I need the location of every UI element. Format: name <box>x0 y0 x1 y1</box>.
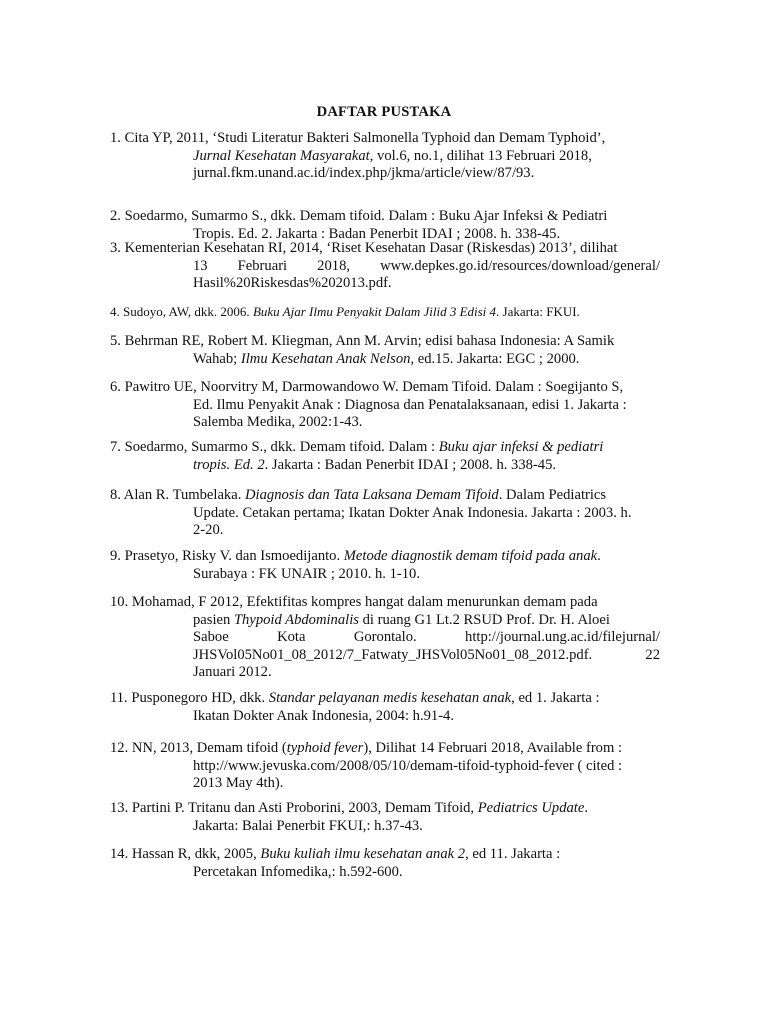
reference-text: 13 Februari 2018, www.depkes.go.id/resources/download/general/ <box>193 257 660 274</box>
reference-text: 12. NN, 2013, Demam tifoid ( <box>110 740 287 756</box>
reference-line <box>110 775 660 793</box>
reference-text: Saboe Kota Gorontalo. http://journal.ung.ac.id/filejurnal/ <box>193 629 660 645</box>
reference-text: 4. Sudoyo, AW, dkk. 2006. <box>110 304 253 319</box>
reference-item <box>110 740 660 793</box>
reference-line <box>110 548 660 566</box>
reference-item <box>110 208 660 243</box>
reference-text: Januari 2012. <box>193 664 272 680</box>
reference-text: 3. Kementerian Kesehatan RI, 2014, ‘Riset Kesehatan Dasar (Riskesdas) 2013’, dilihat <box>110 240 618 256</box>
reference-text: 13. Partini P. Tritanu dan Asti Proborini, 2003, Demam Tifoid, <box>110 800 478 816</box>
reference-line <box>110 846 660 864</box>
reference-text: 14. Hassan R, dkk, 2005, <box>110 846 261 862</box>
reference-text: Jakarta: Balai Penerbit FKUI,: h.37-43. <box>193 817 423 834</box>
reference-line <box>110 258 660 276</box>
reference-item <box>110 240 660 293</box>
reference-line <box>110 664 660 682</box>
reference-line <box>110 487 660 505</box>
reference-text: 8. Alan R. Tumbelaka. <box>110 487 245 503</box>
reference-text: ), Dilihat 14 Februari 2018, Available from : <box>363 740 623 756</box>
reference-line <box>110 522 660 540</box>
reference-text: jurnal.fkm.unand.ac.id/index.php/jkma/article/view/87/93. <box>193 165 535 181</box>
reference-item <box>110 690 660 725</box>
reference-item <box>110 439 660 474</box>
reference-item <box>110 800 660 835</box>
reference-item <box>110 303 660 321</box>
reference-text: . Jakarta: FKUI. <box>496 304 580 319</box>
reference-line <box>110 708 660 726</box>
reference-italic-title: Jurnal Kesehatan Masyarakat <box>193 147 370 164</box>
reference-line <box>110 690 660 708</box>
reference-text: . Dalam Pediatrics <box>498 487 607 503</box>
reference-italic-title: Ilmu Kesehatan Anak Nelson <box>240 350 411 367</box>
reference-text: 2013 May 4th). <box>193 775 284 791</box>
reference-text: 9. Prasetyo, Risky V. dan Ismoedijanto. <box>110 548 344 564</box>
reference-line <box>110 414 660 432</box>
reference-italic-title: Thypoid Abdominalis <box>233 611 359 628</box>
reference-item <box>110 846 660 881</box>
reference-italic-title: tropis. Ed. 2 <box>193 456 265 473</box>
reference-text: 5. Behrman RE, Robert M. Kliegman, Ann M. Arvin; edisi bahasa Indonesia: A Samik <box>110 333 615 349</box>
reference-text: 1. Cita YP, 2011, ‘Studi Literatur Bakteri Salmonella Typhoid dan Demam Typhoid’, <box>110 130 606 146</box>
reference-line <box>110 275 660 293</box>
reference-text: 2. Soedarmo, Sumarmo S., dkk. Demam tifoid. Dalam : Buku Ajar Infeksi & Pediatri <box>110 208 608 224</box>
reference-text: Wahab; <box>193 350 241 367</box>
reference-line <box>110 629 660 647</box>
reference-line <box>110 379 660 397</box>
reference-item <box>110 487 660 540</box>
reference-line <box>110 130 660 148</box>
reference-italic-title: Buku ajar infeksi & pediatri <box>438 439 604 455</box>
reference-line <box>110 439 660 457</box>
reference-line <box>110 594 660 612</box>
reference-italic-title: typhoid fever <box>286 740 364 756</box>
reference-text: . <box>597 548 601 564</box>
reference-line <box>110 864 660 882</box>
reference-line <box>110 333 660 351</box>
reference-line <box>110 740 660 758</box>
reference-line <box>110 208 660 226</box>
reference-item <box>110 548 660 583</box>
reference-text: Update. Cetakan pertama; Ikatan Dokter Anak Indonesia. Jakarta : 2003. h. <box>193 504 632 521</box>
reference-italic-title: Metode diagnostik demam tifoid pada anak <box>343 548 598 564</box>
reference-text: JHSVol05No01_08_2012/7_Fatwaty_JHSVol05No01_08_2012.pdf. 22 <box>193 646 660 663</box>
reference-line <box>110 303 660 321</box>
reference-line <box>110 505 660 523</box>
reference-line <box>110 818 660 836</box>
reference-line <box>110 647 660 665</box>
reference-italic-title: Standar pelayanan medis kesehatan anak <box>268 690 512 706</box>
reference-line <box>110 240 660 258</box>
reference-line <box>110 148 660 166</box>
reference-italic-title: Pediatrics Update <box>477 800 585 816</box>
page-title: DAFTAR PUSTAKA <box>316 104 452 120</box>
reference-text: . <box>584 800 588 816</box>
reference-text: http://www.jevuska.com/2008/05/10/demam-tifoid-typhoid-fever ( cited : <box>193 757 623 774</box>
reference-text: 11. Pusponegoro HD, dkk. <box>110 690 269 706</box>
reference-text: . Jakarta : Badan Penerbit IDAI ; 2008. h. 338-45. <box>264 456 557 473</box>
reference-text: Salemba Medika, 2002:1-43. <box>193 414 363 430</box>
reference-text: pasien <box>193 611 234 628</box>
reference-text: Ed. Ilmu Penyakit Anak : Diagnosa dan Penatalaksanaan, edisi 1. Jakarta : <box>193 396 627 413</box>
reference-text: 2-20. <box>193 522 224 538</box>
reference-italic-title: Buku kuliah ilmu kesehatan anak 2 <box>260 846 466 862</box>
reference-text: Surabaya : FK UNAIR ; 2010. h. 1-10. <box>193 565 420 582</box>
reference-text: di ruang G1 Lt.2 RSUD Prof. Dr. H. Aloei <box>358 611 610 628</box>
reference-line <box>110 457 660 475</box>
reference-text: Percetakan Infomedika,: h.592-600. <box>193 863 403 880</box>
reference-text: Ikatan Dokter Anak Indonesia, 2004: h.91-4. <box>193 707 455 724</box>
reference-line <box>110 758 660 776</box>
reference-italic-title: Buku Ajar Ilmu Penyakit Dalam Jilid 3 Edisi 4 <box>252 304 497 319</box>
reference-line <box>110 800 660 818</box>
reference-text: Tropis. Ed. 2. Jakarta : Badan Penerbit IDAI ; 2008. h. 338-45. <box>193 225 561 242</box>
reference-text: , ed 1. Jakarta : <box>511 690 600 706</box>
reference-text: , vol.6, no.1, dilihat 13 Februari 2018, <box>369 147 592 164</box>
reference-line <box>110 397 660 415</box>
reference-line <box>110 566 660 584</box>
reference-text: Hasil%20Riskesdas%202013.pdf. <box>193 275 392 291</box>
reference-text: 7. Soedarmo, Sumarmo S., dkk. Demam tifoid. Dalam : <box>110 439 439 455</box>
reference-item <box>110 333 660 368</box>
reference-item <box>110 379 660 432</box>
reference-line <box>110 165 660 183</box>
reference-line <box>110 351 660 369</box>
reference-text: 6. Pawitro UE, Noorvitry M, Darmowandowo W. Demam Tifoid. Dalam : Soegijanto S, <box>110 379 624 395</box>
reference-text: , ed 11. Jakarta : <box>465 846 561 862</box>
reference-line <box>110 612 660 630</box>
reference-text: , ed.15. Jakarta: EGC ; 2000. <box>410 350 580 367</box>
reference-text: 10. Mohamad, F 2012, Efektifitas kompres hangat dalam menurunkan demam pada <box>110 594 598 610</box>
reference-italic-title: Diagnosis dan Tata Laksana Demam Tifoid <box>245 487 499 503</box>
reference-item <box>110 130 660 183</box>
reference-item <box>110 594 660 682</box>
